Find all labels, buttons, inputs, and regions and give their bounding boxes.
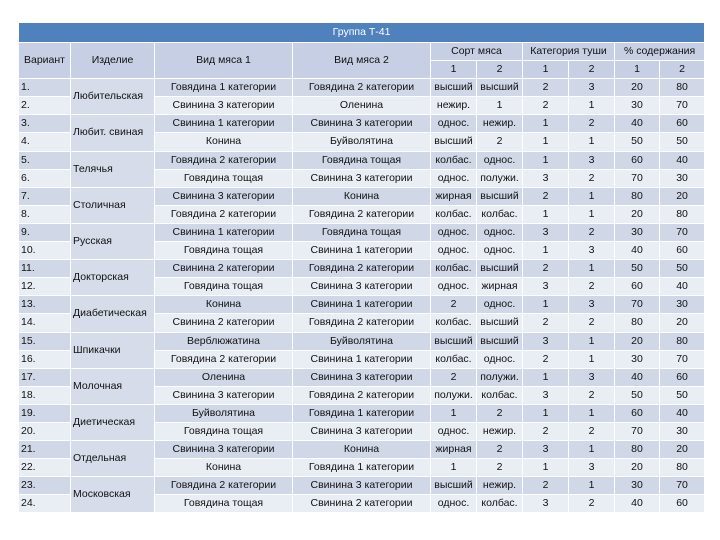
table-row <box>19 79 705 97</box>
meat-1: Свинина 2 категории <box>155 260 293 278</box>
content-2: 20 <box>660 441 705 459</box>
content-1: 30 <box>615 477 660 495</box>
category-2: 2 <box>569 422 615 440</box>
meat-1: Говядина тощая <box>155 278 293 296</box>
table-row <box>19 332 705 350</box>
product-name: Диетическая <box>71 404 155 440</box>
category-1: 2 <box>523 260 569 278</box>
meat-2: Говядина тощая <box>293 223 431 241</box>
product-name: Любительская <box>71 79 155 115</box>
category-2: 1 <box>569 477 615 495</box>
variant-number: 8. <box>19 205 71 223</box>
product-name: Диабетическая <box>71 296 155 332</box>
meat-1: Свинина 3 категории <box>155 97 293 115</box>
category-2: 2 <box>569 169 615 187</box>
meat-2: Свинина 2 категории <box>293 495 431 513</box>
grade-2: нежир. <box>477 422 523 440</box>
table-body <box>19 79 705 513</box>
grade-2: высший <box>477 79 523 97</box>
header-meat-2: Вид мяса 2 <box>293 43 431 79</box>
table-row <box>19 187 705 205</box>
meat-2: Говядина 1 категории <box>293 459 431 477</box>
content-1: 70 <box>615 296 660 314</box>
grade-1: колбас. <box>431 260 477 278</box>
grade-1: 1 <box>431 404 477 422</box>
grade-1: 2 <box>431 296 477 314</box>
grade-2: высший <box>477 314 523 332</box>
category-2: 3 <box>569 296 615 314</box>
category-2: 3 <box>569 459 615 477</box>
meat-1: Свинина 3 категории <box>155 187 293 205</box>
category-2: 2 <box>569 495 615 513</box>
content-2: 70 <box>660 350 705 368</box>
meat-1: Говядина тощая <box>155 495 293 513</box>
content-1: 40 <box>615 495 660 513</box>
meat-1: Говядина 2 категории <box>155 205 293 223</box>
content-2: 60 <box>660 115 705 133</box>
table-row <box>19 477 705 495</box>
variant-number: 20. <box>19 422 71 440</box>
meat-2: Свинина 3 категории <box>293 368 431 386</box>
meat-1: Верблюжатина <box>155 332 293 350</box>
category-2: 1 <box>569 205 615 223</box>
content-1: 70 <box>615 169 660 187</box>
content-2: 60 <box>660 495 705 513</box>
category-2: 1 <box>569 133 615 151</box>
content-2: 50 <box>660 386 705 404</box>
meat-2: Свинина 1 категории <box>293 296 431 314</box>
header-category-2: 2 <box>569 61 615 79</box>
content-2: 40 <box>660 278 705 296</box>
table-row <box>19 151 705 169</box>
meat-1: Свинина 1 категории <box>155 223 293 241</box>
category-1: 1 <box>523 459 569 477</box>
product-name: Отдельная <box>71 441 155 477</box>
category-2: 3 <box>569 242 615 260</box>
grade-2: однос. <box>477 242 523 260</box>
meat-1: Конина <box>155 459 293 477</box>
grade-1: однос. <box>431 115 477 133</box>
product-name: Докторская <box>71 260 155 296</box>
category-1: 1 <box>523 368 569 386</box>
header-content: % содержания <box>615 43 705 61</box>
content-1: 40 <box>615 368 660 386</box>
header-category: Категория туши <box>523 43 615 61</box>
table-row <box>19 223 705 241</box>
variant-number: 9. <box>19 223 71 241</box>
grade-2: полужи. <box>477 169 523 187</box>
category-2: 3 <box>569 79 615 97</box>
grade-2: 1 <box>477 97 523 115</box>
product-name: Телячья <box>71 151 155 187</box>
category-2: 2 <box>569 278 615 296</box>
category-1: 3 <box>523 441 569 459</box>
content-1: 80 <box>615 314 660 332</box>
grade-1: полужи. <box>431 386 477 404</box>
variant-number: 11. <box>19 260 71 278</box>
category-1: 2 <box>523 97 569 115</box>
category-2: 2 <box>569 223 615 241</box>
grade-2: нежир. <box>477 115 523 133</box>
category-1: 1 <box>523 296 569 314</box>
meat-2: Свинина 3 категории <box>293 169 431 187</box>
header-grade: Сорт мяса <box>431 43 523 61</box>
meat-2: Говядина 2 категории <box>293 314 431 332</box>
grade-1: однос. <box>431 278 477 296</box>
content-2: 70 <box>660 97 705 115</box>
category-1: 3 <box>523 495 569 513</box>
category-1: 2 <box>523 79 569 97</box>
grade-2: полужи. <box>477 368 523 386</box>
content-1: 30 <box>615 97 660 115</box>
header-content-2: 2 <box>660 61 705 79</box>
category-2: 3 <box>569 151 615 169</box>
category-1: 3 <box>523 278 569 296</box>
content-2: 30 <box>660 296 705 314</box>
content-2: 50 <box>660 133 705 151</box>
header-variant: Вариант <box>19 43 71 79</box>
content-1: 30 <box>615 350 660 368</box>
meat-1: Оленина <box>155 368 293 386</box>
variant-number: 1. <box>19 79 71 97</box>
grade-1: 1 <box>431 459 477 477</box>
meat-1: Говядина 2 категории <box>155 477 293 495</box>
category-1: 1 <box>523 205 569 223</box>
grade-1: 2 <box>431 368 477 386</box>
variant-number: 17. <box>19 368 71 386</box>
content-1: 40 <box>615 115 660 133</box>
content-2: 60 <box>660 368 705 386</box>
content-1: 50 <box>615 386 660 404</box>
meat-1: Буйволятина <box>155 404 293 422</box>
content-1: 80 <box>615 441 660 459</box>
category-1: 3 <box>523 332 569 350</box>
meat-2: Свинина 3 категории <box>293 477 431 495</box>
table-row <box>19 260 705 278</box>
meat-1: Говядина 2 категории <box>155 151 293 169</box>
category-2: 2 <box>569 115 615 133</box>
grade-2: колбас. <box>477 205 523 223</box>
variant-number: 15. <box>19 332 71 350</box>
product-name: Любит. свиная <box>71 115 155 151</box>
category-1: 2 <box>523 422 569 440</box>
meat-1: Говядина 2 категории <box>155 350 293 368</box>
content-2: 70 <box>660 477 705 495</box>
grade-2: однос. <box>477 151 523 169</box>
category-1: 2 <box>523 314 569 332</box>
grade-2: 2 <box>477 404 523 422</box>
meat-1: Свинина 3 категории <box>155 386 293 404</box>
category-1: 3 <box>523 386 569 404</box>
content-2: 60 <box>660 242 705 260</box>
product-name: Московская <box>71 477 155 513</box>
header-grade-1: 1 <box>431 61 477 79</box>
product-name: Русская <box>71 223 155 259</box>
grade-1: нежир. <box>431 97 477 115</box>
meat-2: Свинина 3 категории <box>293 115 431 133</box>
table-row <box>19 115 705 133</box>
meat-1: Говядина тощая <box>155 422 293 440</box>
content-2: 80 <box>660 79 705 97</box>
product-name: Молочная <box>71 368 155 404</box>
content-2: 80 <box>660 459 705 477</box>
content-1: 30 <box>615 223 660 241</box>
meat-2: Говядина 1 категории <box>293 404 431 422</box>
table-row <box>19 404 705 422</box>
product-name: Шпикачки <box>71 332 155 368</box>
meat-2: Говядина 2 категории <box>293 205 431 223</box>
meat-1: Свинина 3 категории <box>155 441 293 459</box>
grade-2: колбас. <box>477 386 523 404</box>
category-1: 1 <box>523 242 569 260</box>
variant-number: 14. <box>19 314 71 332</box>
meat-2: Конина <box>293 187 431 205</box>
variant-number: 23. <box>19 477 71 495</box>
meat-2: Свинина 3 категории <box>293 278 431 296</box>
category-2: 1 <box>569 260 615 278</box>
grade-2: однос. <box>477 350 523 368</box>
category-2: 1 <box>569 332 615 350</box>
variant-number: 13. <box>19 296 71 314</box>
category-1: 2 <box>523 477 569 495</box>
content-1: 40 <box>615 242 660 260</box>
variants-table <box>18 22 705 513</box>
grade-2: однос. <box>477 296 523 314</box>
meat-1: Говядина тощая <box>155 169 293 187</box>
grade-1: колбас. <box>431 151 477 169</box>
category-1: 2 <box>523 187 569 205</box>
content-1: 60 <box>615 278 660 296</box>
grade-1: однос. <box>431 223 477 241</box>
header-category-1: 1 <box>523 61 569 79</box>
category-1: 3 <box>523 223 569 241</box>
content-2: 30 <box>660 422 705 440</box>
variant-number: 3. <box>19 115 71 133</box>
grade-2: высший <box>477 332 523 350</box>
variant-number: 7. <box>19 187 71 205</box>
grade-2: жирная <box>477 278 523 296</box>
variant-number: 5. <box>19 151 71 169</box>
content-1: 20 <box>615 459 660 477</box>
content-2: 50 <box>660 260 705 278</box>
content-2: 20 <box>660 314 705 332</box>
variant-number: 6. <box>19 169 71 187</box>
meat-1: Говядина тощая <box>155 242 293 260</box>
table-row <box>19 441 705 459</box>
grade-1: высший <box>431 133 477 151</box>
category-1: 1 <box>523 115 569 133</box>
meat-1: Конина <box>155 296 293 314</box>
content-1: 20 <box>615 205 660 223</box>
content-1: 80 <box>615 187 660 205</box>
meat-2: Буйволятина <box>293 332 431 350</box>
category-1: 1 <box>523 151 569 169</box>
content-1: 20 <box>615 332 660 350</box>
variant-number: 24. <box>19 495 71 513</box>
variant-number: 10. <box>19 242 71 260</box>
meat-1: Свинина 1 категории <box>155 115 293 133</box>
variant-number: 21. <box>19 441 71 459</box>
category-2: 1 <box>569 350 615 368</box>
category-1: 3 <box>523 169 569 187</box>
grade-2: однос. <box>477 223 523 241</box>
meat-1: Свинина 2 категории <box>155 314 293 332</box>
category-1: 1 <box>523 133 569 151</box>
content-2: 40 <box>660 404 705 422</box>
grade-2: высший <box>477 260 523 278</box>
grade-1: однос. <box>431 169 477 187</box>
meat-2: Свинина 1 категории <box>293 350 431 368</box>
header-meat-1: Вид мяса 1 <box>155 43 293 79</box>
content-2: 80 <box>660 205 705 223</box>
content-1: 20 <box>615 79 660 97</box>
grade-1: высший <box>431 477 477 495</box>
category-2: 1 <box>569 404 615 422</box>
category-2: 2 <box>569 314 615 332</box>
meat-2: Оленина <box>293 97 431 115</box>
content-1: 50 <box>615 133 660 151</box>
category-1: 1 <box>523 404 569 422</box>
content-2: 70 <box>660 223 705 241</box>
grade-1: колбас. <box>431 205 477 223</box>
header-grade-2: 2 <box>477 61 523 79</box>
content-1: 60 <box>615 151 660 169</box>
grade-1: высший <box>431 332 477 350</box>
content-1: 60 <box>615 404 660 422</box>
meat-2: Конина <box>293 441 431 459</box>
grade-1: однос. <box>431 495 477 513</box>
meat-2: Говядина 2 категории <box>293 386 431 404</box>
grade-1: жирная <box>431 187 477 205</box>
table-row <box>19 368 705 386</box>
meat-2: Говядина 2 категории <box>293 260 431 278</box>
grade-1: однос. <box>431 422 477 440</box>
meat-1: Говядина 1 категории <box>155 79 293 97</box>
content-2: 30 <box>660 169 705 187</box>
grade-1: колбас. <box>431 350 477 368</box>
meat-2: Свинина 1 категории <box>293 242 431 260</box>
category-1: 2 <box>523 350 569 368</box>
meat-2: Буйволятина <box>293 133 431 151</box>
variant-number: 19. <box>19 404 71 422</box>
grade-2: нежир. <box>477 477 523 495</box>
grade-2: колбас. <box>477 495 523 513</box>
grade-2: 2 <box>477 459 523 477</box>
grade-1: жирная <box>431 441 477 459</box>
grade-2: высший <box>477 187 523 205</box>
content-1: 50 <box>615 260 660 278</box>
category-2: 1 <box>569 97 615 115</box>
table-row <box>19 296 705 314</box>
content-2: 80 <box>660 332 705 350</box>
variant-number: 2. <box>19 97 71 115</box>
variant-number: 12. <box>19 278 71 296</box>
variant-number: 18. <box>19 386 71 404</box>
grade-1: однос. <box>431 242 477 260</box>
category-2: 2 <box>569 386 615 404</box>
variant-number: 22. <box>19 459 71 477</box>
product-name: Столичная <box>71 187 155 223</box>
grade-2: 2 <box>477 133 523 151</box>
grade-1: колбас. <box>431 314 477 332</box>
grade-2: 2 <box>477 441 523 459</box>
content-1: 70 <box>615 422 660 440</box>
header-product: Изделие <box>71 43 155 79</box>
header-content-1: 1 <box>615 61 660 79</box>
meat-2: Говядина 2 категории <box>293 79 431 97</box>
category-2: 3 <box>569 368 615 386</box>
category-2: 1 <box>569 187 615 205</box>
category-2: 1 <box>569 441 615 459</box>
content-2: 40 <box>660 151 705 169</box>
variant-number: 16. <box>19 350 71 368</box>
meat-2: Свинина 3 категории <box>293 422 431 440</box>
meat-1: Конина <box>155 133 293 151</box>
grade-1: высший <box>431 79 477 97</box>
table-title: Группа Т-41 <box>19 23 705 43</box>
content-2: 20 <box>660 187 705 205</box>
meat-2: Говядина тощая <box>293 151 431 169</box>
variant-number: 4. <box>19 133 71 151</box>
